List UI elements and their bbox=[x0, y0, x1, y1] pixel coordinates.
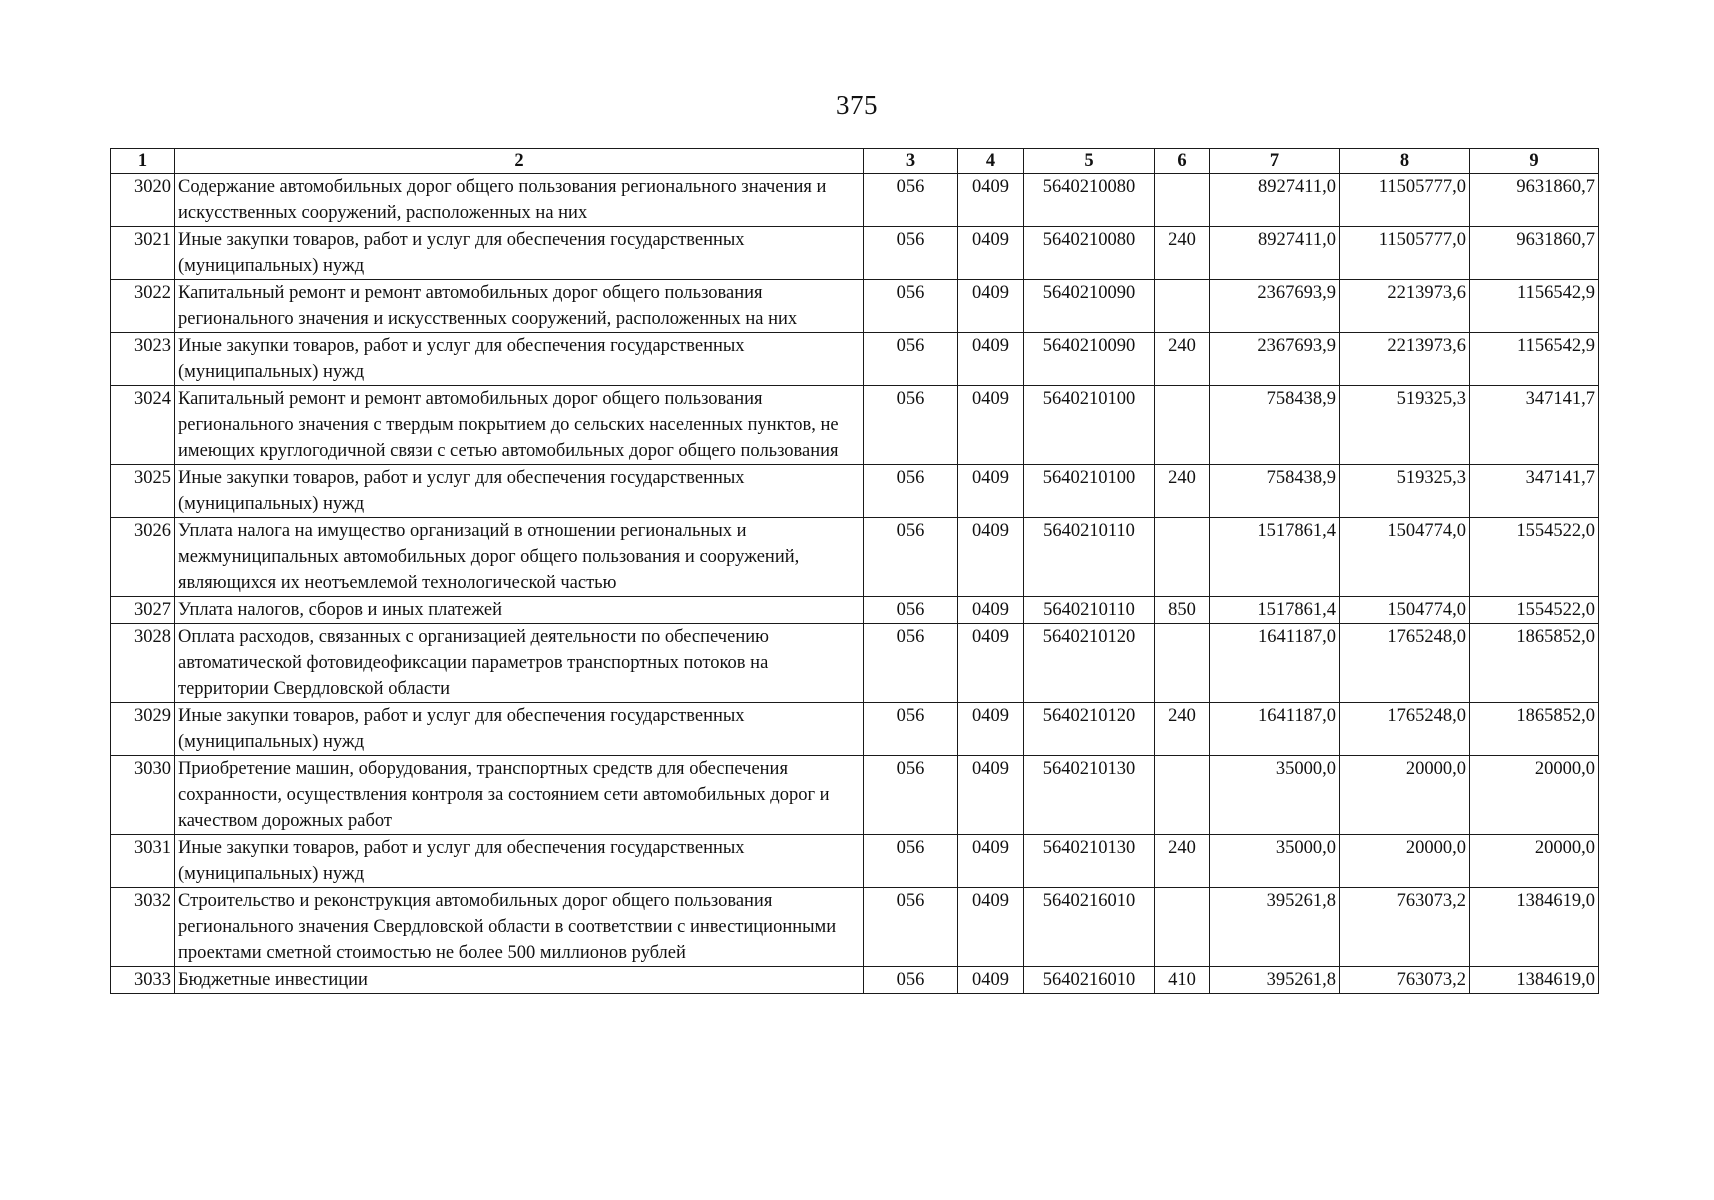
expense-type-code bbox=[1155, 756, 1210, 835]
amount-year-1: 395261,8 bbox=[1210, 967, 1340, 994]
amount-year-3: 9631860,7 bbox=[1470, 174, 1599, 227]
expense-type-code: 410 bbox=[1155, 967, 1210, 994]
row-number: 3026 bbox=[111, 518, 175, 597]
amount-year-3: 20000,0 bbox=[1470, 756, 1599, 835]
section-code: 0409 bbox=[958, 624, 1024, 703]
table-row bbox=[111, 597, 1599, 624]
amount-year-2: 2213973,6 bbox=[1340, 333, 1470, 386]
table-row bbox=[111, 227, 1599, 280]
ministry-code: 056 bbox=[864, 624, 958, 703]
row-name: Бюджетные инвестиции bbox=[175, 967, 864, 994]
amount-year-3: 1554522,0 bbox=[1470, 597, 1599, 624]
ministry-code: 056 bbox=[864, 386, 958, 465]
row-number: 3031 bbox=[111, 835, 175, 888]
table-row bbox=[111, 465, 1599, 518]
section-code: 0409 bbox=[958, 835, 1024, 888]
amount-year-2: 519325,3 bbox=[1340, 386, 1470, 465]
col-header: 5 bbox=[1024, 149, 1155, 174]
section-code: 0409 bbox=[958, 888, 1024, 967]
col-header: 6 bbox=[1155, 149, 1210, 174]
expense-type-code bbox=[1155, 518, 1210, 597]
expense-type-code: 240 bbox=[1155, 835, 1210, 888]
row-name: Оплата расходов, связанных с организацией деятельности по обеспечению автоматической фотовидеофиксации параметров транспортных потоков на территории Свердловской области bbox=[175, 624, 864, 703]
section-code: 0409 bbox=[958, 465, 1024, 518]
expense-type-code: 850 bbox=[1155, 597, 1210, 624]
table-row bbox=[111, 835, 1599, 888]
row-name: Строительство и реконструкция автомобильных дорог общего пользования регионального значения Свердловской области в соответствии с инвестиционными проектами сметной стоимостью не более 500 миллионов рублей bbox=[175, 888, 864, 967]
section-code: 0409 bbox=[958, 280, 1024, 333]
row-number: 3028 bbox=[111, 624, 175, 703]
row-name: Приобретение машин, оборудования, транспортных средств для обеспечения сохранности, осуществления контроля за состоянием сети автомобильных дорог и качеством дорожных работ bbox=[175, 756, 864, 835]
section-code: 0409 bbox=[958, 756, 1024, 835]
amount-year-2: 519325,3 bbox=[1340, 465, 1470, 518]
row-name: Иные закупки товаров, работ и услуг для обеспечения государственных (муниципальных) нужд bbox=[175, 835, 864, 888]
budget-table bbox=[110, 148, 1599, 994]
row-number: 3022 bbox=[111, 280, 175, 333]
expense-type-code bbox=[1155, 174, 1210, 227]
ministry-code: 056 bbox=[864, 967, 958, 994]
amount-year-3: 1156542,9 bbox=[1470, 333, 1599, 386]
header-row bbox=[111, 149, 1599, 174]
row-number: 3025 bbox=[111, 465, 175, 518]
row-name: Иные закупки товаров, работ и услуг для обеспечения государственных (муниципальных) нужд bbox=[175, 465, 864, 518]
row-name: Капитальный ремонт и ремонт автомобильных дорог общего пользования регионального значения с твердым покрытием до сельских населенных пунктов, не имеющих круглогодичной связи с сетью автомобильных дорог общего пользования bbox=[175, 386, 864, 465]
target-article-code: 5640210080 bbox=[1024, 174, 1155, 227]
ministry-code: 056 bbox=[864, 280, 958, 333]
row-number: 3033 bbox=[111, 967, 175, 994]
amount-year-1: 758438,9 bbox=[1210, 386, 1340, 465]
table-row bbox=[111, 386, 1599, 465]
ministry-code: 056 bbox=[864, 703, 958, 756]
ministry-code: 056 bbox=[864, 597, 958, 624]
target-article-code: 5640210100 bbox=[1024, 386, 1155, 465]
expense-type-code bbox=[1155, 280, 1210, 333]
row-number: 3024 bbox=[111, 386, 175, 465]
row-name: Иные закупки товаров, работ и услуг для обеспечения государственных (муниципальных) нужд bbox=[175, 703, 864, 756]
col-header: 7 bbox=[1210, 149, 1340, 174]
expense-type-code bbox=[1155, 624, 1210, 703]
col-header: 4 bbox=[958, 149, 1024, 174]
amount-year-1: 758438,9 bbox=[1210, 465, 1340, 518]
ministry-code: 056 bbox=[864, 756, 958, 835]
amount-year-1: 35000,0 bbox=[1210, 756, 1340, 835]
amount-year-2: 1765248,0 bbox=[1340, 703, 1470, 756]
amount-year-1: 1641187,0 bbox=[1210, 624, 1340, 703]
ministry-code: 056 bbox=[864, 174, 958, 227]
table-row bbox=[111, 967, 1599, 994]
amount-year-1: 1641187,0 bbox=[1210, 703, 1340, 756]
target-article-code: 5640210110 bbox=[1024, 597, 1155, 624]
table-row bbox=[111, 756, 1599, 835]
row-number: 3030 bbox=[111, 756, 175, 835]
target-article-code: 5640210120 bbox=[1024, 703, 1155, 756]
amount-year-2: 763073,2 bbox=[1340, 888, 1470, 967]
amount-year-2: 2213973,6 bbox=[1340, 280, 1470, 333]
amount-year-3: 347141,7 bbox=[1470, 386, 1599, 465]
col-header: 8 bbox=[1340, 149, 1470, 174]
target-article-code: 5640210090 bbox=[1024, 333, 1155, 386]
amount-year-1: 395261,8 bbox=[1210, 888, 1340, 967]
row-name: Иные закупки товаров, работ и услуг для обеспечения государственных (муниципальных) нужд bbox=[175, 333, 864, 386]
amount-year-1: 1517861,4 bbox=[1210, 597, 1340, 624]
target-article-code: 5640210120 bbox=[1024, 624, 1155, 703]
row-number: 3032 bbox=[111, 888, 175, 967]
table-row bbox=[111, 624, 1599, 703]
row-number: 3021 bbox=[111, 227, 175, 280]
row-name: Уплата налогов, сборов и иных платежей bbox=[175, 597, 864, 624]
expense-type-code bbox=[1155, 386, 1210, 465]
section-code: 0409 bbox=[958, 597, 1024, 624]
row-number: 3023 bbox=[111, 333, 175, 386]
amount-year-3: 1384619,0 bbox=[1470, 888, 1599, 967]
expense-type-code bbox=[1155, 888, 1210, 967]
amount-year-1: 1517861,4 bbox=[1210, 518, 1340, 597]
ministry-code: 056 bbox=[864, 227, 958, 280]
amount-year-1: 8927411,0 bbox=[1210, 174, 1340, 227]
amount-year-3: 1384619,0 bbox=[1470, 967, 1599, 994]
amount-year-2: 1765248,0 bbox=[1340, 624, 1470, 703]
target-article-code: 5640210110 bbox=[1024, 518, 1155, 597]
section-code: 0409 bbox=[958, 518, 1024, 597]
target-article-code: 5640210090 bbox=[1024, 280, 1155, 333]
section-code: 0409 bbox=[958, 386, 1024, 465]
target-article-code: 5640210100 bbox=[1024, 465, 1155, 518]
row-name: Уплата налога на имущество организаций в отношении региональных и межмуниципальных автомобильных дорог общего пользования и сооружений, являющихся их неотъемлемой технологической частью bbox=[175, 518, 864, 597]
section-code: 0409 bbox=[958, 703, 1024, 756]
ministry-code: 056 bbox=[864, 518, 958, 597]
amount-year-3: 347141,7 bbox=[1470, 465, 1599, 518]
row-number: 3027 bbox=[111, 597, 175, 624]
table-row bbox=[111, 280, 1599, 333]
ministry-code: 056 bbox=[864, 835, 958, 888]
section-code: 0409 bbox=[958, 227, 1024, 280]
ministry-code: 056 bbox=[864, 465, 958, 518]
table-row bbox=[111, 518, 1599, 597]
row-name: Иные закупки товаров, работ и услуг для обеспечения государственных (муниципальных) нужд bbox=[175, 227, 864, 280]
amount-year-3: 9631860,7 bbox=[1470, 227, 1599, 280]
amount-year-2: 11505777,0 bbox=[1340, 174, 1470, 227]
expense-type-code: 240 bbox=[1155, 465, 1210, 518]
ministry-code: 056 bbox=[864, 888, 958, 967]
amount-year-3: 1156542,9 bbox=[1470, 280, 1599, 333]
amount-year-2: 11505777,0 bbox=[1340, 227, 1470, 280]
page-number: 375 bbox=[836, 90, 878, 120]
col-header: 2 bbox=[175, 149, 864, 174]
table-row bbox=[111, 703, 1599, 756]
target-article-code: 5640210130 bbox=[1024, 835, 1155, 888]
target-article-code: 5640210130 bbox=[1024, 756, 1155, 835]
col-header: 1 bbox=[111, 149, 175, 174]
row-number: 3020 bbox=[111, 174, 175, 227]
amount-year-2: 1504774,0 bbox=[1340, 597, 1470, 624]
target-article-code: 5640216010 bbox=[1024, 888, 1155, 967]
row-name: Содержание автомобильных дорог общего пользования регионального значения и искусственных сооружений, расположенных на них bbox=[175, 174, 864, 227]
target-article-code: 5640216010 bbox=[1024, 967, 1155, 994]
row-number: 3029 bbox=[111, 703, 175, 756]
amount-year-2: 20000,0 bbox=[1340, 835, 1470, 888]
amount-year-3: 20000,0 bbox=[1470, 835, 1599, 888]
section-code: 0409 bbox=[958, 333, 1024, 386]
amount-year-1: 35000,0 bbox=[1210, 835, 1340, 888]
expense-type-code: 240 bbox=[1155, 333, 1210, 386]
col-header: 3 bbox=[864, 149, 958, 174]
ministry-code: 056 bbox=[864, 333, 958, 386]
table-row bbox=[111, 333, 1599, 386]
amount-year-2: 763073,2 bbox=[1340, 967, 1470, 994]
amount-year-1: 2367693,9 bbox=[1210, 280, 1340, 333]
table-row bbox=[111, 888, 1599, 967]
amount-year-3: 1865852,0 bbox=[1470, 703, 1599, 756]
amount-year-2: 20000,0 bbox=[1340, 756, 1470, 835]
amount-year-3: 1554522,0 bbox=[1470, 518, 1599, 597]
amount-year-3: 1865852,0 bbox=[1470, 624, 1599, 703]
section-code: 0409 bbox=[958, 174, 1024, 227]
expense-type-code: 240 bbox=[1155, 703, 1210, 756]
table-row bbox=[111, 174, 1599, 227]
row-name: Капитальный ремонт и ремонт автомобильных дорог общего пользования регионального значения и искусственных сооружений, расположенных на них bbox=[175, 280, 864, 333]
col-header: 9 bbox=[1470, 149, 1599, 174]
amount-year-1: 2367693,9 bbox=[1210, 333, 1340, 386]
expense-type-code: 240 bbox=[1155, 227, 1210, 280]
section-code: 0409 bbox=[958, 967, 1024, 994]
target-article-code: 5640210080 bbox=[1024, 227, 1155, 280]
amount-year-2: 1504774,0 bbox=[1340, 518, 1470, 597]
amount-year-1: 8927411,0 bbox=[1210, 227, 1340, 280]
